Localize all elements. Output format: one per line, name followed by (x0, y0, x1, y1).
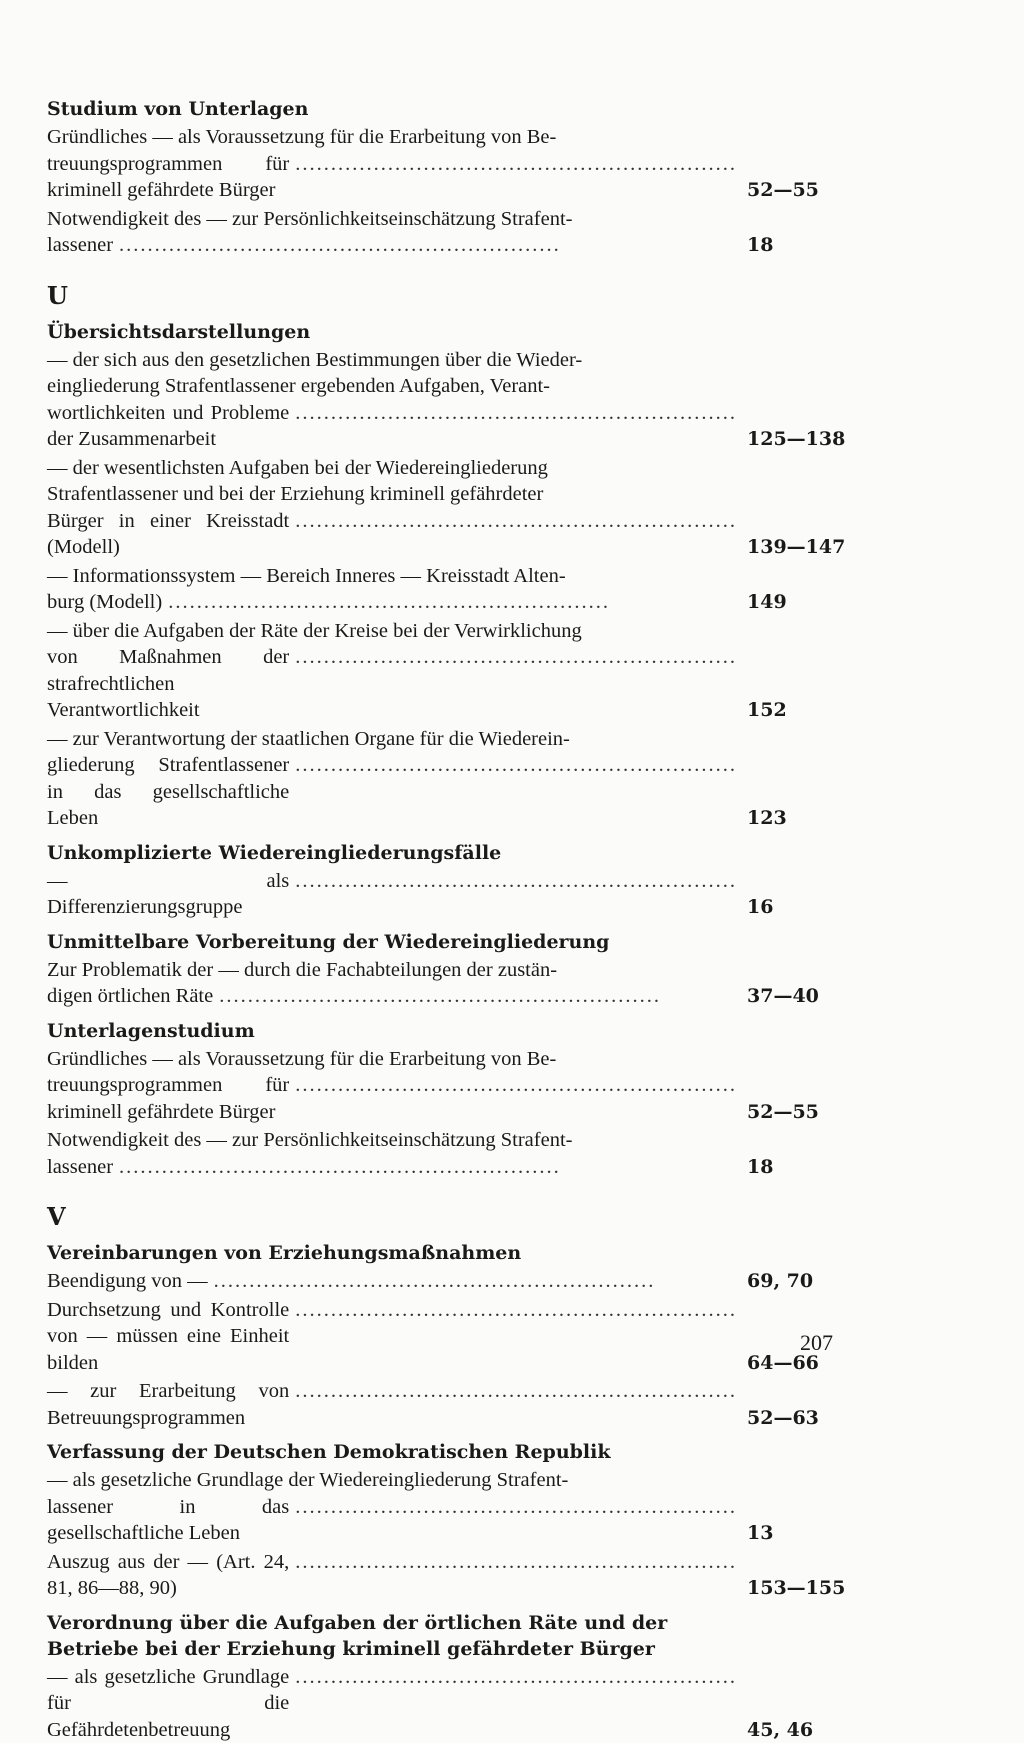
page-reference: 139—147 (747, 534, 845, 561)
entry-last-text: gliederung Strafentlassener in das gesellschaftliche Leben (47, 752, 289, 832)
index-heading: Vereinbarungen von Erziehungsmaßnahmen (47, 1240, 747, 1266)
dot-leader: .............................................................. (295, 644, 737, 671)
index-entry (47, 618, 847, 724)
entry-last-text: Durchsetzung und Kontrolle von — müssen eine Einheit bilden (47, 1297, 289, 1377)
entry-last-line (47, 508, 737, 561)
dot-leader: .............................................................. (295, 1664, 737, 1691)
entry-last-text: lassener (47, 232, 113, 259)
index-heading: Unkomplizierte Wiedereingliederungsfälle (47, 840, 747, 866)
page-reference: 149 (747, 589, 787, 616)
index-entry (47, 206, 847, 259)
index-entry (47, 563, 847, 616)
page-number: 207 (800, 1330, 833, 1356)
entry-last-line (47, 983, 737, 1010)
dot-leader: .............................................................. (168, 589, 737, 616)
page-reference: 45, 46 (747, 1717, 813, 1743)
entry-last-line (47, 868, 737, 921)
index-heading: Studium von Unterlagen (47, 96, 747, 122)
page-reference: 123 (747, 805, 787, 832)
entry-text (47, 726, 737, 832)
index-entry (47, 1549, 847, 1602)
entry-text (47, 957, 737, 1010)
entry-last-line (47, 1072, 737, 1125)
index-entry (47, 868, 847, 921)
page-reference: 64—66 (747, 1350, 819, 1377)
page-reference: 152 (747, 697, 787, 724)
entry-last-text: von Maßnahmen der strafrechtlichen Verantwortlichkeit (47, 644, 289, 724)
index-heading: Verordnung über die Aufgaben der örtlichen Räte und der Betriebe bei der Erziehung kriminell gefährdeter Bürger (47, 1610, 747, 1662)
page-reference: 16 (747, 894, 773, 921)
entry-last-text: lassener (47, 1154, 113, 1181)
index-entry (47, 1467, 847, 1547)
index-entry (47, 1297, 847, 1377)
entry-last-text: — als gesetzliche Grundlage für die Gefährdetenbetreuung (47, 1664, 289, 1743)
page-reference: 153—155 (747, 1575, 845, 1602)
dot-leader: .............................................................. (214, 1268, 737, 1295)
page-reference: 125—138 (747, 426, 845, 453)
dot-leader: .............................................................. (119, 232, 737, 259)
entry-last-line (47, 589, 737, 616)
entry-last-line (47, 1378, 737, 1431)
entry-text (47, 868, 737, 921)
entry-text (47, 563, 737, 616)
entry-line: — als gesetzliche Grundlage der Wiedereingliederung Strafent- (47, 1467, 737, 1494)
dot-leader: .............................................................. (295, 508, 737, 535)
page-reference: 13 (747, 1520, 773, 1547)
dot-leader: .............................................................. (295, 1549, 737, 1576)
entry-text (47, 455, 737, 561)
page-reference: 18 (747, 1154, 773, 1181)
index-entry (47, 455, 847, 561)
entry-text (47, 347, 737, 453)
entry-text (47, 618, 737, 724)
entry-text (47, 1268, 737, 1295)
dot-leader: .............................................................. (295, 752, 737, 779)
entry-last-line (47, 232, 737, 259)
entry-line: Notwendigkeit des — zur Persönlichkeitseinschätzung Strafent- (47, 206, 737, 233)
entry-last-text: treuungsprogrammen für kriminell gefährdete Bürger (47, 1072, 289, 1125)
entry-last-text: Beendigung von — (47, 1268, 208, 1295)
index-entry (47, 1268, 847, 1295)
index-entry (47, 1664, 847, 1743)
dot-leader: .............................................................. (295, 1378, 737, 1405)
entry-last-line (47, 1154, 737, 1181)
page-reference: 18 (747, 232, 773, 259)
entry-last-text: wortlichkeiten und Probleme der Zusammenarbeit (47, 400, 289, 453)
entry-last-text: Auszug aus der — (Art. 24, 81, 86—88, 90) (47, 1549, 289, 1602)
index-entry (47, 1378, 847, 1431)
entry-last-text: treuungsprogrammen für kriminell gefährdete Bürger (47, 151, 289, 204)
entry-last-line (47, 1549, 737, 1602)
dot-leader: .............................................................. (295, 151, 737, 178)
dot-leader: .............................................................. (119, 1154, 737, 1181)
entry-last-text: lassener in das gesellschaftliche Leben (47, 1494, 289, 1547)
entry-line: Strafentlassener und bei der Erziehung kriminell gefährdeter (47, 481, 737, 508)
entry-last-line (47, 1297, 737, 1377)
entry-text (47, 1046, 737, 1126)
entry-text (47, 1378, 737, 1431)
index-entry (47, 1046, 847, 1126)
entry-line: Zur Problematik der — durch die Fachabteilungen der zustän- (47, 957, 737, 984)
entry-line: — zur Verantwortung der staatlichen Organe für die Wiederein- (47, 726, 737, 753)
dot-leader: .............................................................. (295, 400, 737, 427)
entry-last-line (47, 752, 737, 832)
index-entry (47, 726, 847, 832)
entry-text (47, 1467, 737, 1547)
entry-text (47, 124, 737, 204)
entry-text (47, 1297, 737, 1377)
index-entry (47, 124, 847, 204)
section-letter: U (47, 281, 847, 311)
dot-leader: .............................................................. (295, 1494, 737, 1521)
entry-line: Gründliches — als Voraussetzung für die Erarbeitung von Be- (47, 124, 737, 151)
entry-line: Notwendigkeit des — zur Persönlichkeitseinschätzung Strafent- (47, 1127, 737, 1154)
entry-last-text: burg (Modell) (47, 589, 162, 616)
index-column (47, 88, 847, 1743)
entry-line: — über die Aufgaben der Räte der Kreise bei der Verwirklichung (47, 618, 737, 645)
entry-line: — Informationssystem — Bereich Inneres — Kreisstadt Alten- (47, 563, 737, 590)
index-entry (47, 1127, 847, 1180)
page-reference: 52—55 (747, 177, 819, 204)
entry-last-line (47, 1664, 737, 1743)
index-entry (47, 957, 847, 1010)
index-heading: Übersichtsdarstellungen (47, 319, 747, 345)
page-reference: 52—55 (747, 1099, 819, 1126)
index-heading: Unmittelbare Vorbereitung der Wiedereingliederung (47, 929, 747, 955)
dot-leader: .............................................................. (295, 1297, 737, 1324)
entry-last-text: — als Differenzierungsgruppe (47, 868, 289, 921)
index-heading: Verfassung der Deutschen Demokratischen Republik (47, 1439, 747, 1465)
section-letter: V (47, 1202, 847, 1232)
entry-line: — der wesentlichsten Aufgaben bei der Wiedereingliederung (47, 455, 737, 482)
page-reference: 52—63 (747, 1405, 819, 1432)
entry-last-line (47, 1494, 737, 1547)
entry-last-text: Bürger in einer Kreisstadt (Modell) (47, 508, 289, 561)
entry-text (47, 206, 737, 259)
dot-leader: .............................................................. (295, 1072, 737, 1099)
entry-last-line (47, 1268, 737, 1295)
entry-last-text: digen örtlichen Räte (47, 983, 213, 1010)
entry-line: eingliederung Strafentlassener ergebenden Aufgaben, Verant- (47, 373, 737, 400)
entry-text (47, 1549, 737, 1602)
entry-last-line (47, 151, 737, 204)
index-heading: Unterlagenstudium (47, 1018, 747, 1044)
dot-leader: .............................................................. (295, 868, 737, 895)
entry-text (47, 1664, 737, 1743)
entry-last-line (47, 400, 737, 453)
entry-last-text: — zur Erarbeitung von Betreuungsprogrammen (47, 1378, 289, 1431)
page-reference: 69, 70 (747, 1268, 813, 1295)
page-reference: 37—40 (747, 983, 819, 1010)
entry-text (47, 1127, 737, 1180)
entry-line: Gründliches — als Voraussetzung für die Erarbeitung von Be- (47, 1046, 737, 1073)
index-entry (47, 347, 847, 453)
entry-line: — der sich aus den gesetzlichen Bestimmungen über die Wieder- (47, 347, 737, 374)
dot-leader: .............................................................. (219, 983, 737, 1010)
entry-last-line (47, 644, 737, 724)
